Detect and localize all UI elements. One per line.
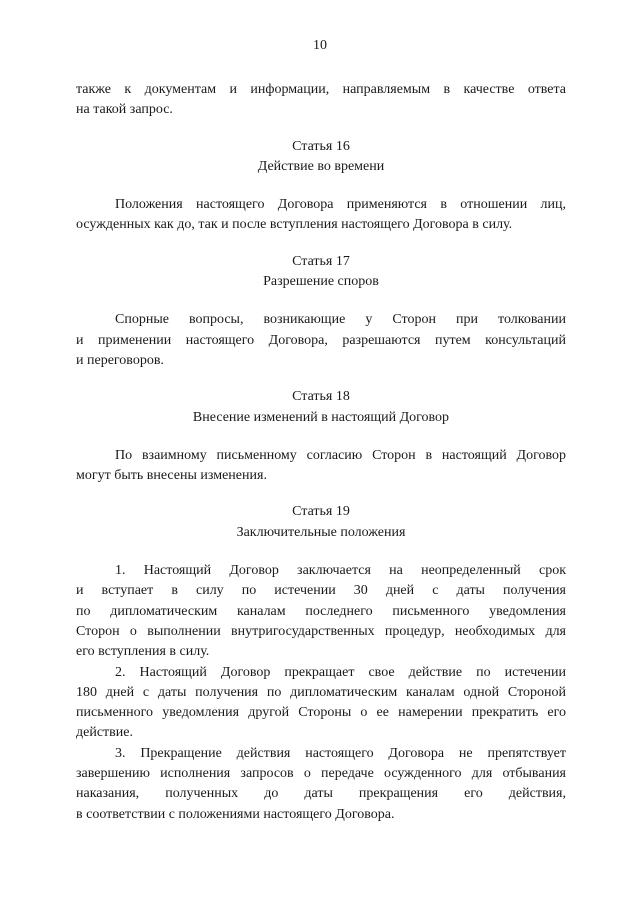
article-title: Разрешение споров: [263, 274, 379, 290]
text-line: действие.: [76, 725, 133, 741]
text-line: на такой запрос.: [76, 102, 173, 118]
article-19-clause-2: [76, 663, 566, 744]
article-18-paragraph: [76, 446, 566, 487]
article-heading-19: [76, 502, 566, 543]
text-line: также к документам и информации, направляемым в качестве ответа: [76, 82, 566, 97]
text-line: 3. Прекращение действия настоящего Договора не препятствует: [115, 745, 566, 761]
article-19-clause-1: [76, 561, 566, 662]
text-line: завершению исполнения запросов о передаче осужденного для отбывания: [76, 766, 566, 782]
article-16-paragraph: [76, 195, 566, 236]
text-line: 1. Настоящий Договор заключается на неопределенный срок: [115, 563, 566, 579]
text-line: наказания, полученных до даты прекращения его действия,: [76, 786, 566, 802]
text-line: и применении настоящего Договора, разрешаются путем консультаций: [76, 332, 566, 348]
article-number: Статья 19: [292, 504, 350, 520]
article-title: Действие во времени: [257, 158, 385, 174]
article-number: Статья 16: [292, 138, 350, 154]
text-line: Положения настоящего Договора применяются в отношении лиц,: [115, 197, 566, 213]
text-line: осужденных как до, так и после вступления настоящего Договора в силу.: [76, 217, 513, 233]
text-line: Сторон о выполнении внутригосударственных процедур, необходимых для: [76, 623, 566, 639]
article-heading-18: [76, 387, 566, 428]
page-number: 10: [313, 38, 327, 53]
text-line: письменного уведомления другой Стороны о ее намерении прекратить его: [76, 705, 566, 721]
text-line: Спорные вопросы, возникающие у Сторон при толковании: [115, 312, 566, 328]
text-line: По взаимному письменному согласию Сторон в настоящий Договор: [115, 447, 566, 463]
intro-paragraph: [76, 80, 566, 121]
article-title: Внесение изменений в настоящий Договор: [192, 409, 450, 425]
text-line: могут быть внесены изменения.: [76, 468, 267, 484]
text-line: 2. Настоящий Договор прекращает свое действие по истечении: [115, 664, 566, 680]
article-number: Статья 18: [292, 389, 350, 405]
article-title: Заключительные положения: [236, 524, 406, 540]
text-line: 180 дней с даты получения по дипломатическим каналам одной Стороной: [76, 684, 566, 700]
article-number: Статья 17: [292, 253, 350, 269]
document-body: [76, 80, 566, 825]
text-line: его вступления в силу.: [76, 644, 210, 660]
article-19-clause-3: [76, 744, 566, 825]
article-heading-17: [76, 252, 566, 293]
text-line: в соответствии с положениями настоящего Договора.: [76, 806, 395, 822]
text-line: по дипломатическим каналам последнего письменного уведомления: [76, 603, 566, 619]
article-heading-16: [76, 137, 566, 178]
text-line: и вступает в силу по истечении 30 дней с даты получения: [76, 583, 566, 599]
text-line: и переговоров.: [76, 352, 164, 368]
article-17-paragraph: [76, 310, 566, 371]
